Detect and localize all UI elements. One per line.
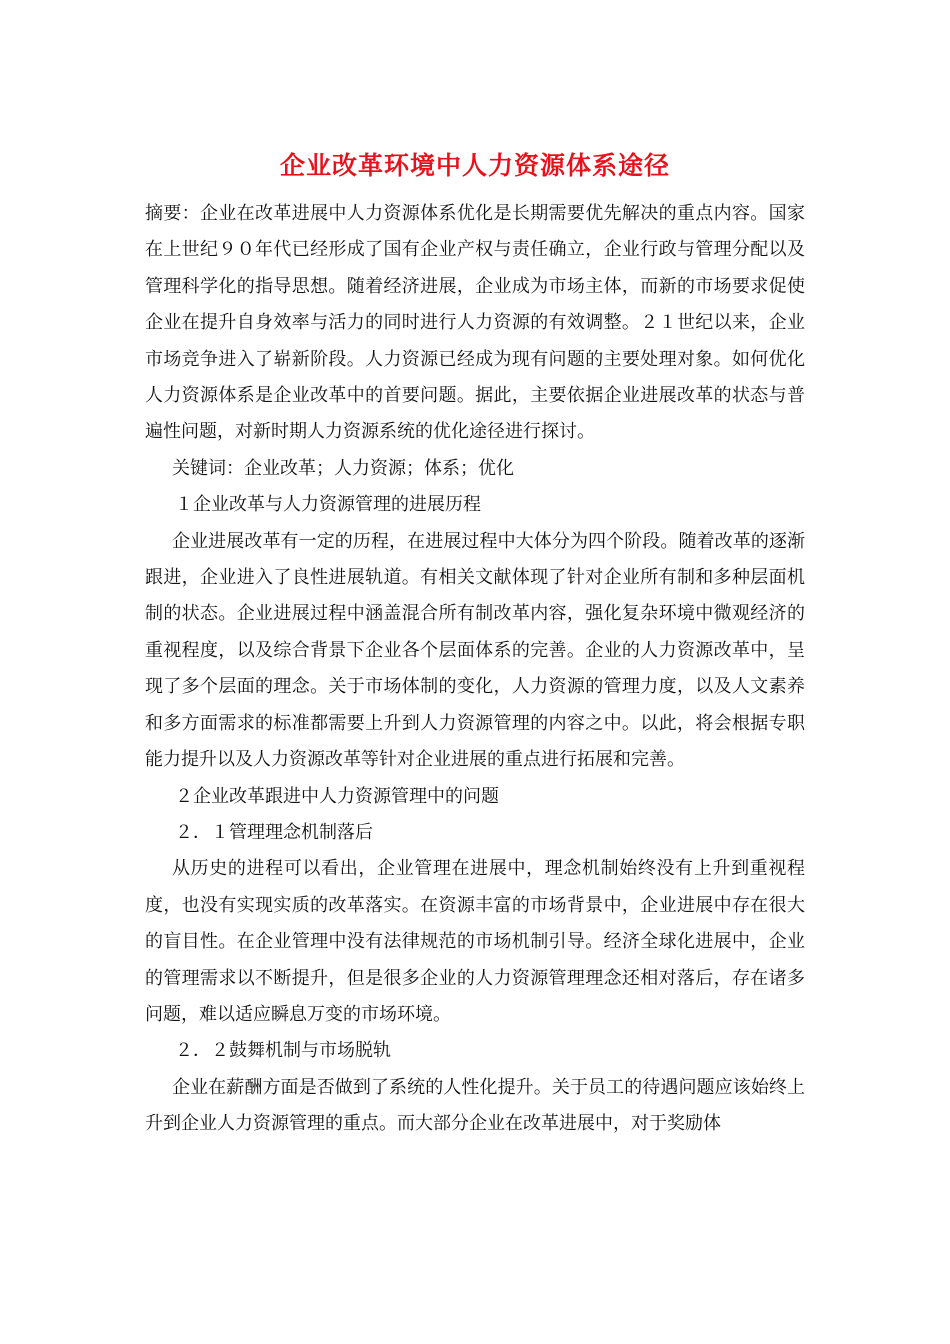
body-paragraph: 企业在薪酬方面是否做到了系统的人性化提升。关于员工的待遇问题应该始终上升到企业人力资源管理的重点。而大部分企业在改革进展中，对于奖励体	[145, 1076, 805, 1135]
section-heading: １企业改革与人力资源管理的进展历程	[175, 494, 481, 516]
body-paragraph: 从历史的进程可以看出，企业管理在进展中，理念机制始终没有上升到重视程度，也没有实现实质的改革落实。在资源丰富的市场背景中，企业进展中存在很大的盲目性。在企业管理中没有法律规范的市场机制引导。经济全球化进展中，企业的管理需求以不断提升，但是很多企业的人力资源管理理念还相对落后，存在诸多问题，难以适应瞬息万变的市场环境。	[145, 858, 805, 1025]
section-heading: ２企业改革跟进中人力资源管理中的问题	[175, 785, 499, 807]
subsection-heading: ２．２鼓舞机制与市场脱轨	[175, 1040, 391, 1062]
document-title: 企业改革环境中人力资源体系途径	[279, 151, 670, 180]
body-paragraph: 企业进展改革有一定的历程，在进展过程中大体分为四个阶段。随着改革的逐渐跟进，企业进入了良性进展轨道。有相关文献体现了针对企业所有制和多种层面机制的状态。企业进展过程中涵盖混合所有制改革内容，强化复杂环境中微观经济的重视程度，以及综合背景下企业各个层面体系的完善。企业的人力资源改革中，呈现了多个层面的理念。关于市场体制的变化，人力资源的管理力度，以及人文素养和多方面需求的标准都需要上升到人力资源管理的内容之中。以此，将会根据专职能力提升以及人力资源改革等针对企业进展的重点进行拓展和完善。	[145, 530, 805, 771]
abstract-paragraph: 摘要：企业在改革进展中人力资源体系优化是长期需要优先解决的重点内容。国家在上世纪９０年代已经形成了国有企业产权与责任确立，企业行政与管理分配以及管理科学化的指导思想。随着经济进展，企业成为市场主体，而新的市场要求促使企业在提升自身效率与活力的同时进行人力资源的有效调整。２１世纪以来，企业市场竞争进入了崭新阶段。人力资源已经成为现有问题的主要处理对象。如何优化人力资源体系是企业改革中的首要问题。据此，主要依据企业进展改革的状态与普遍性问题，对新时期人力资源系统的优化途径进行探讨。	[145, 203, 805, 443]
subsection-heading: ２．１管理理念机制落后	[175, 821, 373, 843]
document-body	[145, 196, 805, 1143]
keywords-paragraph: 关键词：企业改革；人力资源；体系；优化	[172, 457, 514, 479]
